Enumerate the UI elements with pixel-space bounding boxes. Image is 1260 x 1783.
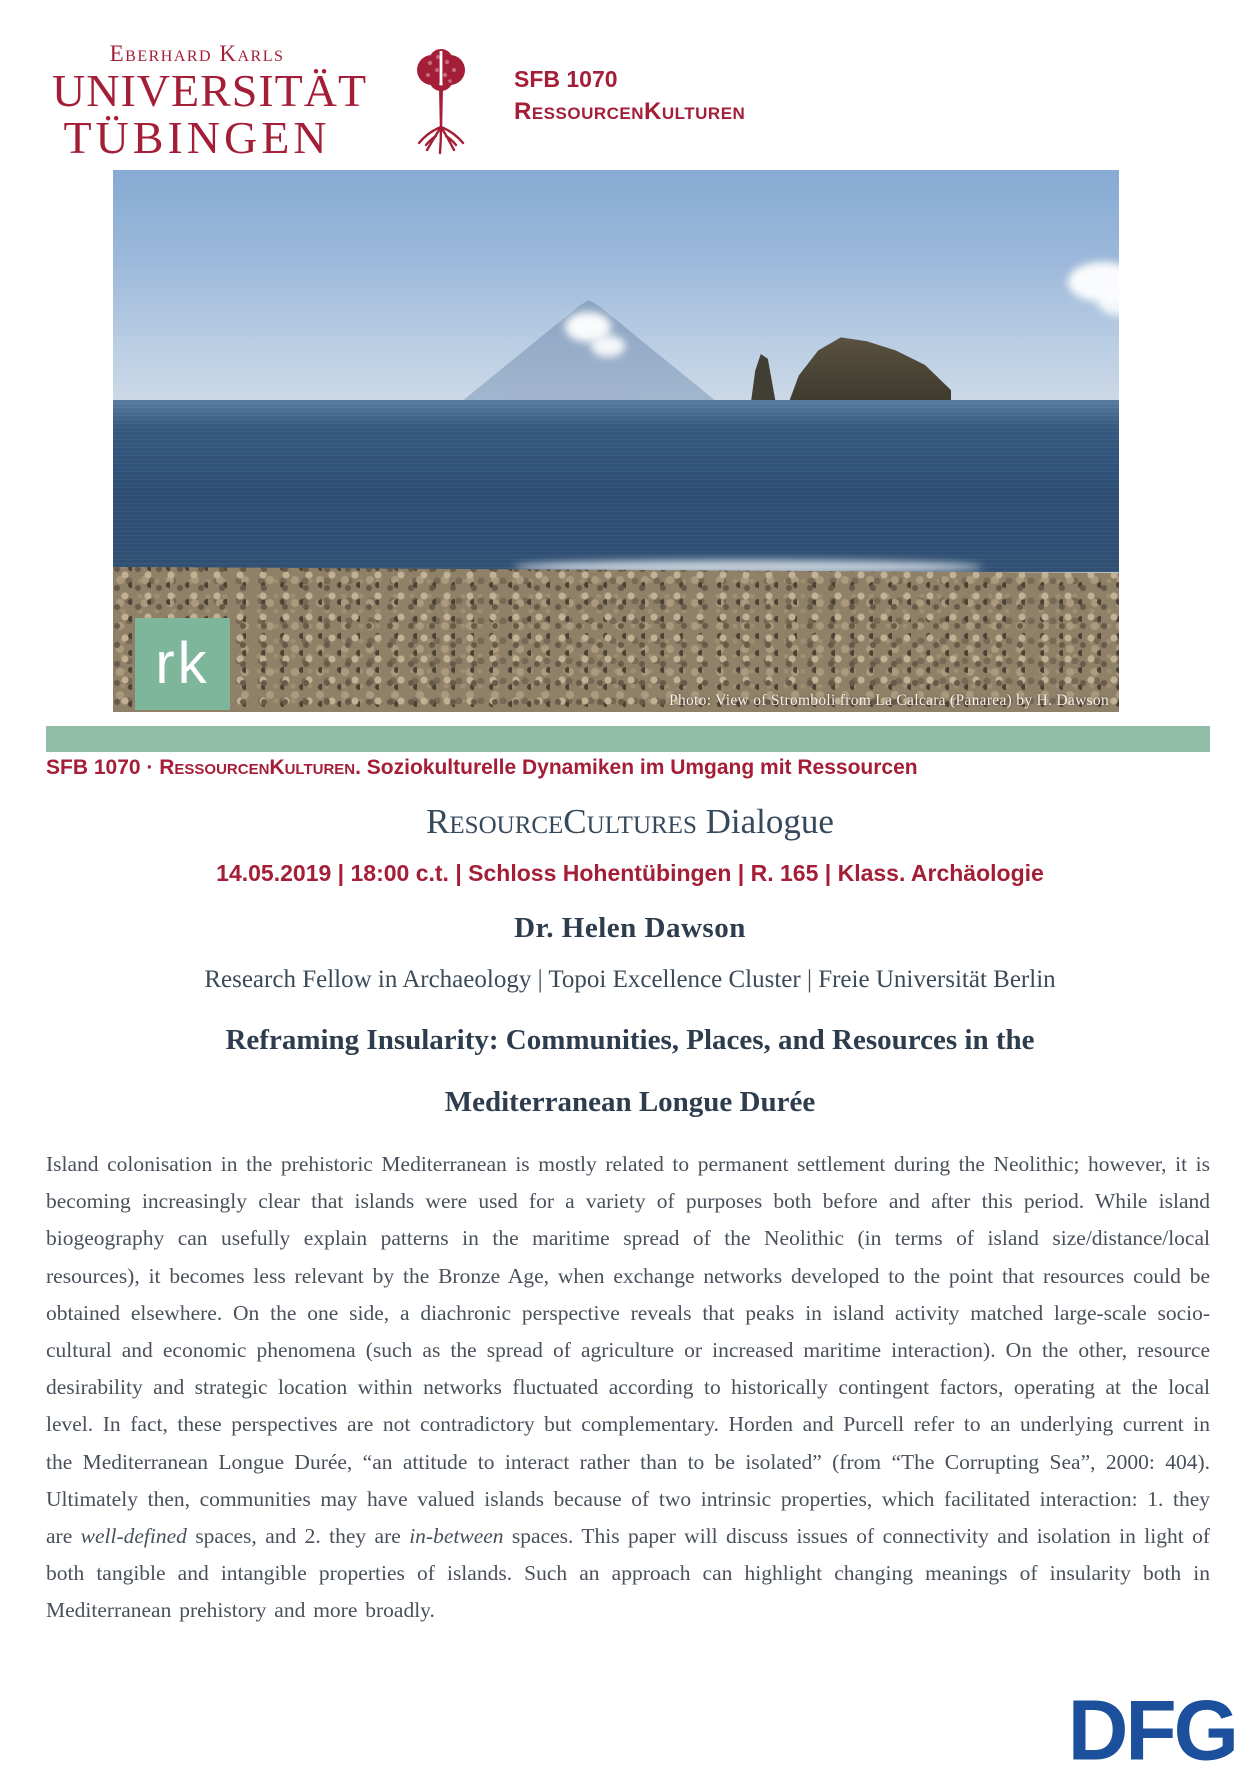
sfb-number: SFB 1070 — [514, 66, 618, 92]
dfg-logo: DFG — [1067, 1682, 1236, 1778]
speaker-name: Dr. Helen Dawson — [514, 912, 746, 944]
photo-sea — [113, 400, 1119, 572]
rk-logo-text: rk — [155, 631, 210, 696]
abstract-segment: in-between — [409, 1524, 504, 1549]
sfb-logo-text — [514, 68, 745, 124]
event-details: 14.05.2019 | 18:00 c.t. | Schloss Hohentübingen | R. 165 | Klass. Archäologie — [216, 860, 1044, 886]
university-name-line2: TÜBINGEN — [63, 112, 331, 163]
green-divider-banner — [46, 726, 1210, 752]
abstract-segment: well-defined — [80, 1524, 187, 1549]
sfb-subtitle-line — [46, 756, 1210, 780]
photo-caption: Photo: View of Stromboli from La Calcara (Panarea) by H. Dawson — [669, 692, 1109, 709]
tree-logo-icon — [416, 48, 466, 160]
talk-title-line2: Mediterranean Longue Durée — [444, 1086, 816, 1118]
university-name-line1: UNIVERSITÄT — [52, 65, 368, 116]
rk-logo — [135, 618, 230, 710]
subtitle-smallcaps: RessourcenKulturen — [159, 756, 356, 779]
speaker-affiliation: Research Fellow in Archaeology | Topoi Excellence Cluster | Freie Universität Berlin — [204, 966, 1056, 993]
university-logo — [52, 41, 368, 163]
abstract-paragraph — [46, 1146, 1210, 1630]
series-title-smallcaps: ResourceCultures — [426, 802, 697, 841]
university-name-prefix: Eberhard Karls — [109, 41, 285, 66]
sfb-name: RessourcenKulturen — [514, 98, 746, 125]
cloud — [591, 335, 625, 357]
subtitle-rest: . Soziokulturelle Dynamiken im Umgang mit Ressourcen — [355, 756, 918, 779]
pebble-beach — [113, 564, 1119, 712]
header-photo — [113, 170, 1119, 712]
subtitle-prefix: SFB 1070 · — [46, 756, 160, 779]
abstract-segment: spaces. This paper will discuss issues of connectivity and isolation in light of both tangible and intangible properties of islands. Such an approach can highlight changing meanings of insularity both in Mediterranean prehistory and more broadly. — [46, 1524, 1210, 1623]
abstract-segment: Island colonisation in the prehistoric Mediterranean is mostly related to permanent settlement during the Neolithic; however, it is becoming increasingly clear that islands were used for a variety of purposes both before and after this period. While island biogeography can usefully explain patterns in the maritime spread of the Neolithic (in terms of island size/distance/local resources), it becomes less relevant by the Bronze Age, when exchange networks developed to the point that resources could be obtained elsewhere. On the one side, a diachronic perspective reveals that peaks in island activity matched large-scale socio-cultural and economic phenomena (such as the spread of agriculture or increased maritime interaction). On the other, resource desirability and strategic location within networks fluctuated according to historically contingent factors, operating at the local level. In fact, these perspectives are not contradictory but complementary. Horden and Purcell refer to an underlying current in the Mediterranean Longue Durée, “an attitude to interact rather than to be isolated” (from “The Corrupting Sea”, 2000: 404). Ultimately then, communities may have valued islands because of two intrinsic properties, which facilitated interaction: 1. they are — [46, 1152, 1210, 1549]
talk-title-line1: Reframing Insularity: Communities, Places, and Resources in the — [225, 1024, 1035, 1056]
series-title-rest: Dialogue — [696, 802, 834, 841]
series-title — [0, 802, 1260, 842]
abstract-segment: spaces, and 2. they are — [186, 1524, 410, 1549]
